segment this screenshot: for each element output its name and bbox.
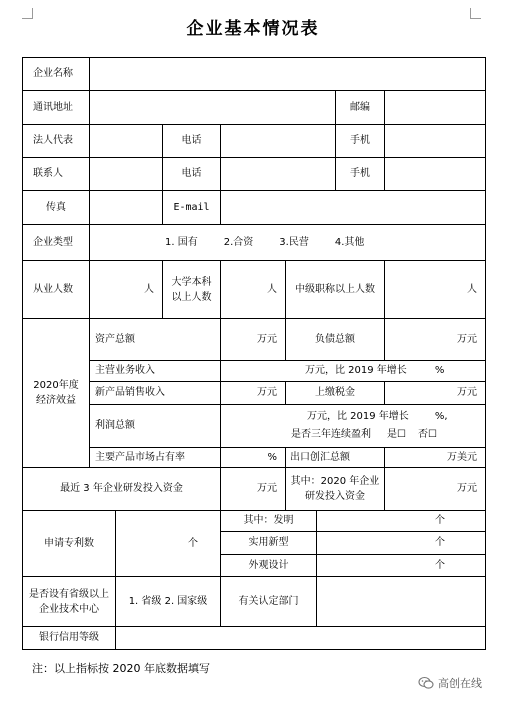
export-earnings-field[interactable]: 万美元 [384,447,486,468]
economic-benefit-label: 2020年度经济效益 [22,318,90,468]
tax-paid-label: 上缴税金 [285,381,385,405]
utility-model-label: 实用新型 [220,531,317,555]
utility-model-field[interactable]: 个 [316,531,486,555]
wechat-official-account-icon [418,676,434,690]
postcode-field[interactable] [384,90,486,125]
email-label: E-mail [162,190,221,225]
total-profit-label: 利润总额 [89,404,221,448]
certifying-dept-label: 有关认定部门 [220,576,317,627]
export-earnings-label: 出口创汇总额 [285,447,385,468]
mid-title-count-field[interactable]: 人 [384,260,486,319]
certifying-dept-field[interactable] [316,576,486,627]
new-product-sales-label: 新产品销售收入 [89,381,221,405]
total-liabilities-label: 负债总额 [285,318,385,361]
market-share-label: 主要产品市场占有率 [89,447,221,468]
consecutive-profit-question: 是否三年连续盈利 [291,429,371,440]
address-field[interactable] [89,90,336,125]
invention-patent-field[interactable]: 个 [316,510,486,532]
legal-rep-phone-field[interactable] [220,124,336,158]
legal-rep-label: 法人代表 [22,124,90,158]
profit-growth-text: 万元，比 2019 年增长 [307,411,409,422]
bank-credit-label: 银行信用等级 [22,626,116,650]
fax-field[interactable] [89,190,163,225]
invention-patent-label: 其中：发明 [220,510,317,532]
design-patent-label: 外观设计 [220,554,317,577]
main-revenue-growth-pct: % [434,365,445,376]
design-patent-field[interactable]: 个 [316,554,486,577]
type-option-joint-venture[interactable]: 2.合资 [223,236,254,248]
total-liabilities-field[interactable]: 万元 [384,318,486,361]
form-title: 企业基本情况表 [186,19,320,39]
legal-rep-mobile-label: 手机 [335,124,385,158]
bachelor-count-field[interactable]: 人 [220,260,286,319]
tax-paid-field[interactable]: 万元 [384,381,486,405]
type-option-other[interactable]: 4.其他 [334,236,365,248]
postcode-label: 邮编 [335,90,385,125]
legal-rep-phone-label: 电话 [162,124,221,158]
contact-field[interactable] [89,157,163,191]
total-assets-label: 资产总额 [89,318,221,361]
contact-mobile-field[interactable] [384,157,486,191]
company-name-label: 企业名称 [22,57,90,91]
patent-count-label: 申请专利数 [22,510,116,577]
consecutive-profit-yes[interactable]: 是☐ [387,429,406,440]
main-revenue-label: 主营业务收入 [89,360,221,382]
email-field[interactable] [220,190,486,225]
contact-mobile-label: 手机 [335,157,385,191]
profit-growth-pct: %, [434,411,448,422]
type-option-state-owned[interactable]: 1. 国有 [165,236,198,248]
total-assets-field[interactable]: 万元 [220,318,286,361]
company-name-field[interactable] [89,57,486,91]
enterprise-type-label: 企业类型 [22,224,90,261]
market-share-field[interactable]: % [220,447,286,468]
tech-center-label: 是否设有省级以上企业技术中心 [22,576,116,627]
watermark-text: 高创在线 [438,677,482,690]
bachelor-count-label: 大学本科以上人数 [162,260,221,319]
contact-phone-label: 电话 [162,157,221,191]
address-label: 通讯地址 [22,90,90,125]
main-revenue-field[interactable] [220,360,486,382]
fax-label: 传真 [22,190,90,225]
type-option-private[interactable]: 3.民营 [279,236,309,248]
rnd-2020-label: 其中：2020 年企业研发投入资金 [285,467,385,511]
bank-credit-field[interactable] [115,626,486,650]
staff-count-field[interactable]: 人 [89,260,163,319]
legal-rep-field[interactable] [89,124,163,158]
rnd-investment-field[interactable]: 万元 [220,467,286,511]
watermark [418,675,482,691]
contact-phone-field[interactable] [220,157,336,191]
contact-label: 联系人 [22,157,90,191]
legal-rep-mobile-field[interactable] [384,124,486,158]
patent-count-field[interactable]: 个 [115,510,221,577]
consecutive-profit-no[interactable]: 否☐ [417,429,437,440]
enterprise-type-options [89,224,486,261]
main-revenue-growth-text: 万元，比 2019 年增长 [305,365,407,376]
rnd-investment-label: 最近 3 年企业研发投入资金 [22,467,221,511]
new-product-sales-field[interactable]: 万元 [220,381,286,405]
staff-count-label: 从业人数 [22,260,90,319]
mid-title-count-label: 中级职称以上人数 [285,260,385,319]
rnd-2020-field[interactable]: 万元 [384,467,486,511]
footnote: 注：以上指标按 2020 年底数据填写 [32,662,210,675]
tech-center-options[interactable]: 1. 省级 2. 国家级 [115,576,221,627]
total-profit-field[interactable] [220,404,486,448]
